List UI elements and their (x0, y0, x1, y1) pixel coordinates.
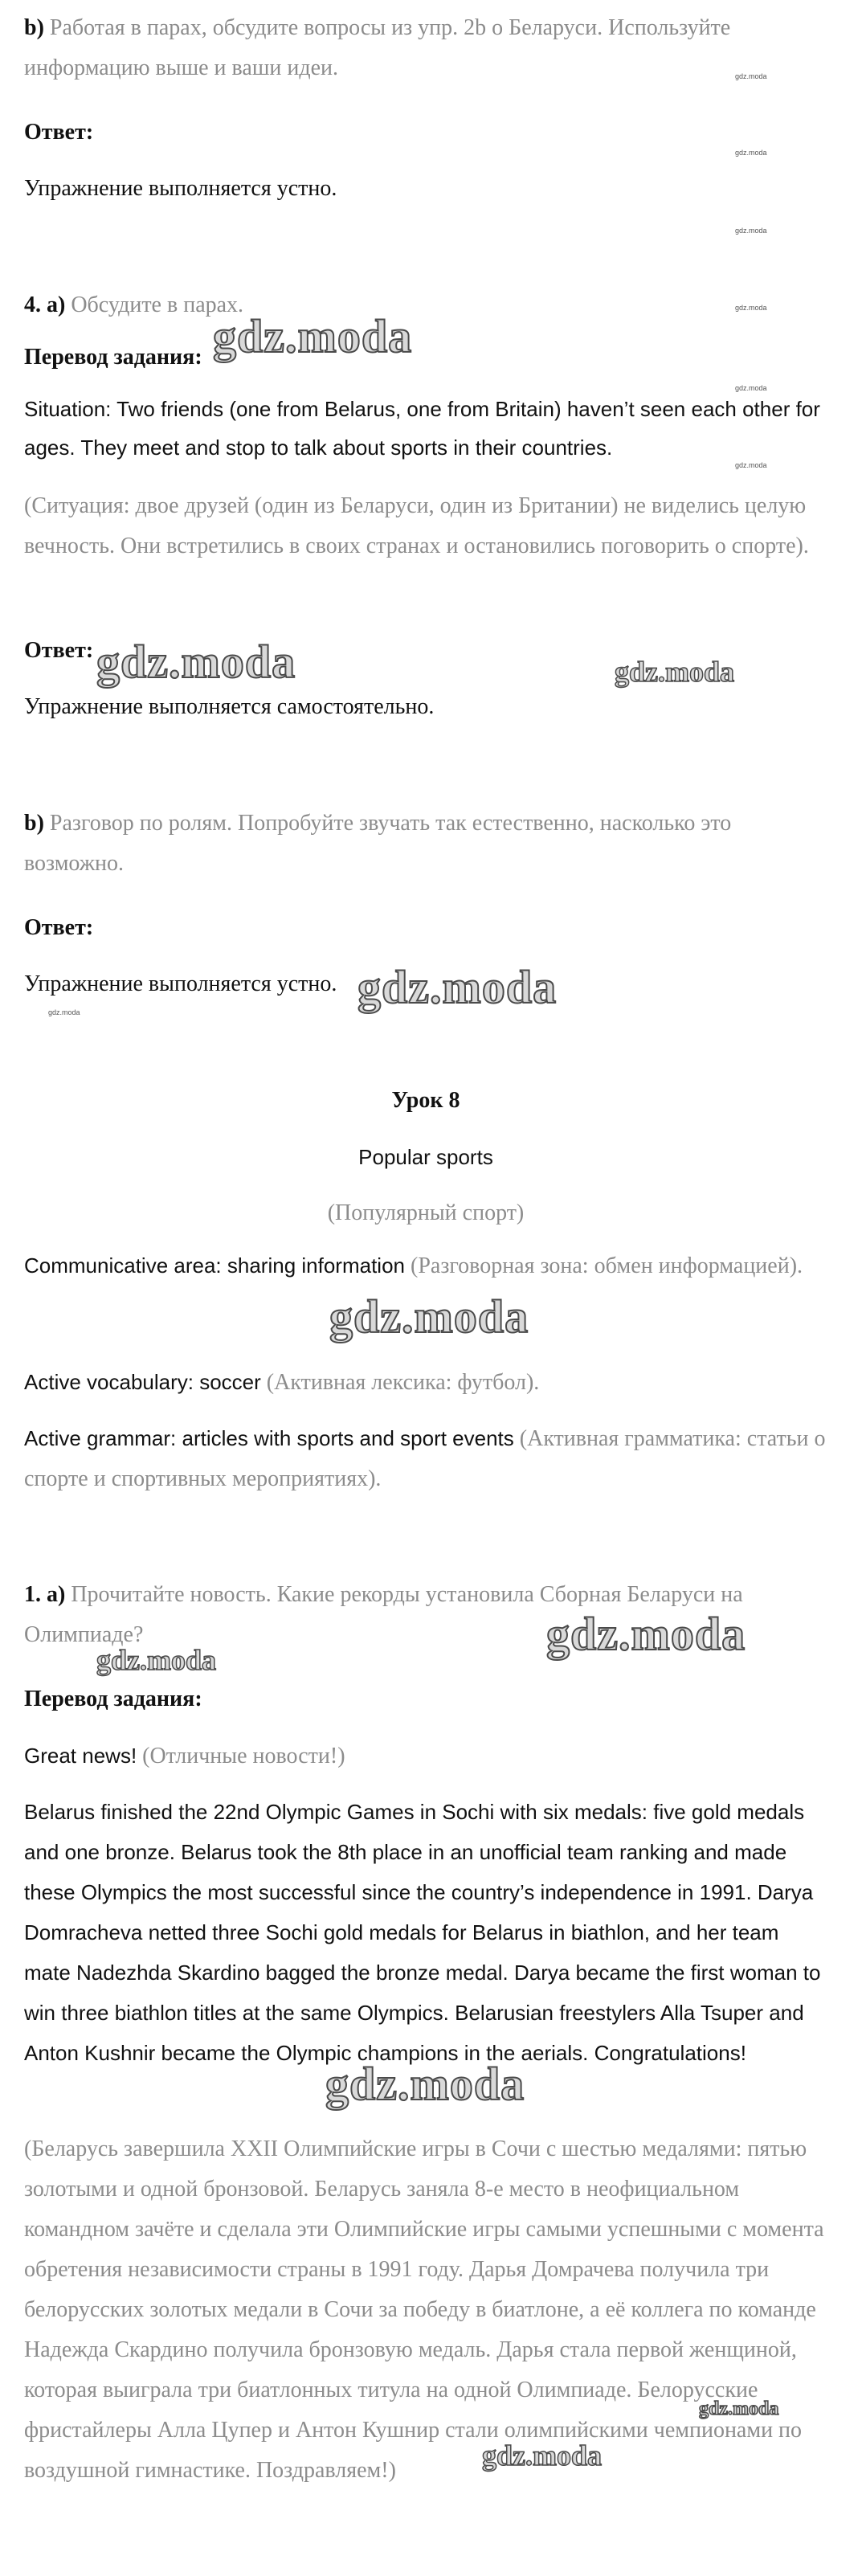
answer-label-2: Ответ: (24, 638, 94, 663)
active-grammar: Active grammar: articles with sports and sport events (Активная грамматика: статьи о спорте и спортивных мероприятиях). (24, 1426, 826, 1491)
situation-russian: (Ситуация: двое друзей (один из Беларуси, один из Британии) не виделись целую вечность. Они встретились в своих странах и остановились поговорить о спорте). (24, 493, 809, 558)
lesson-title: Урок 8 (391, 1088, 460, 1113)
watermark-small: gdz.moda (735, 227, 767, 235)
situation-english: Situation: Two friends (one from Belarus, one from Britain) haven’t seen each other for ages. They meet and stop to talk about sports in their countries. (24, 397, 820, 460)
lesson-subtitle-english: Popular sports (358, 1145, 493, 1169)
watermark-small: gdz.moda (735, 149, 767, 157)
watermark-medium: gdz.moda (96, 1644, 217, 1676)
news-title: Great news! (Отличные новости!) (24, 1744, 345, 1768)
watermark-small: gdz.moda (735, 72, 767, 80)
exercise-2b: b) Работая в парах, обсудите вопросы из упр. 2b о Беларуси. Используйте информацию выше и ваши идеи. (24, 15, 731, 80)
answer-label-1: Ответ: (24, 120, 94, 145)
communicative-area: Communicative area: sharing information (Разговорная зона: обмен информацией). (24, 1253, 803, 1278)
watermark-large: gdz.moda (213, 310, 413, 362)
watermark-small: gdz.moda (735, 304, 767, 312)
exercise-4b: b) Разговор по ролям. Попробуйте звучать так естественно, насколько это возможно. (24, 811, 732, 876)
exercise-4a: 4. a) Обсудите в парах. (24, 292, 244, 317)
watermark-medium: gdz.moda (615, 656, 735, 688)
watermark-large: gdz.moda (325, 2058, 525, 2110)
lesson-subtitle-russian: (Популярный спорт) (327, 1200, 525, 1225)
watermark-small: gdz.moda (48, 1008, 80, 1016)
watermark-large: gdz.moda (357, 961, 558, 1013)
answer-1: Упражнение выполняется устно. (24, 176, 337, 201)
watermark-small: gdz.moda (735, 384, 767, 392)
answer-label-3: Ответ: (24, 915, 94, 940)
answer-3: Упражнение выполняется устно. (24, 971, 337, 996)
watermark-large: gdz.moda (329, 1290, 529, 1343)
watermark-large: gdz.moda (96, 636, 296, 688)
exercise-1a: 1. a) Прочитайте новость. Какие рекорды установила Сборная Беларуси на Олимпиаде? (24, 1582, 743, 1647)
watermark-medium: gdz.moda (482, 2439, 603, 2472)
news-russian: (Беларусь завершила XXII Олимпийские игры в Сочи с шестью медалями: пятью золотыми и одной бронзовой. Беларусь заняла 8-е место в неофициальном командном зачёте и сделала эти Олимпийские игры самыми успешными с момента обретения независимости страны в 1991 году. Дарья Домрачева получила три белорусских золотых медали в Сочи за победу в биатлоне, а её коллега по команде Надежда Скардино получила бронзовую медаль. Дарья стала первой женщиной, которая выиграла три биатлонных титула на одной Олимпиаде. Белорусские фристайлеры Алла Цупер и Антон Кушнир стали олимпийскими чемпионами по воздушной гимнастике. Поздравляем!) (24, 2136, 824, 2483)
watermark-medium: gdz.moda (699, 2398, 779, 2419)
answer-2: Упражнение выполняется самостоятельно. (24, 694, 435, 719)
active-vocabulary: Active vocabulary: soccer (Активная лексика: футбол). (24, 1370, 540, 1395)
watermark-large: gdz.moda (546, 1608, 746, 1660)
watermark-small: gdz.moda (735, 461, 767, 469)
translation-label-1: Перевод задания: (24, 345, 202, 370)
news-english: Belarus finished the 22nd Olympic Games in Sochi with six medals: five gold medals and one bronze. Belarus took the 8th place in an unofficial team ranking and made these Olympics the most successful since the country’s independence in 1991. Darya Domracheva netted three Sochi gold medals for Belarus in biathlon, and her team mate Nadezhda Skardino bagged the bronze medal. Darya became the first woman to win three biathlon titles at the same Olympics. Belarusian freestylers Alla Tsuper and Anton Kushnir became the Olympic champions in the aerials. Congratulations! (24, 1800, 821, 2065)
translation-label-2: Перевод задания: (24, 1687, 202, 1711)
